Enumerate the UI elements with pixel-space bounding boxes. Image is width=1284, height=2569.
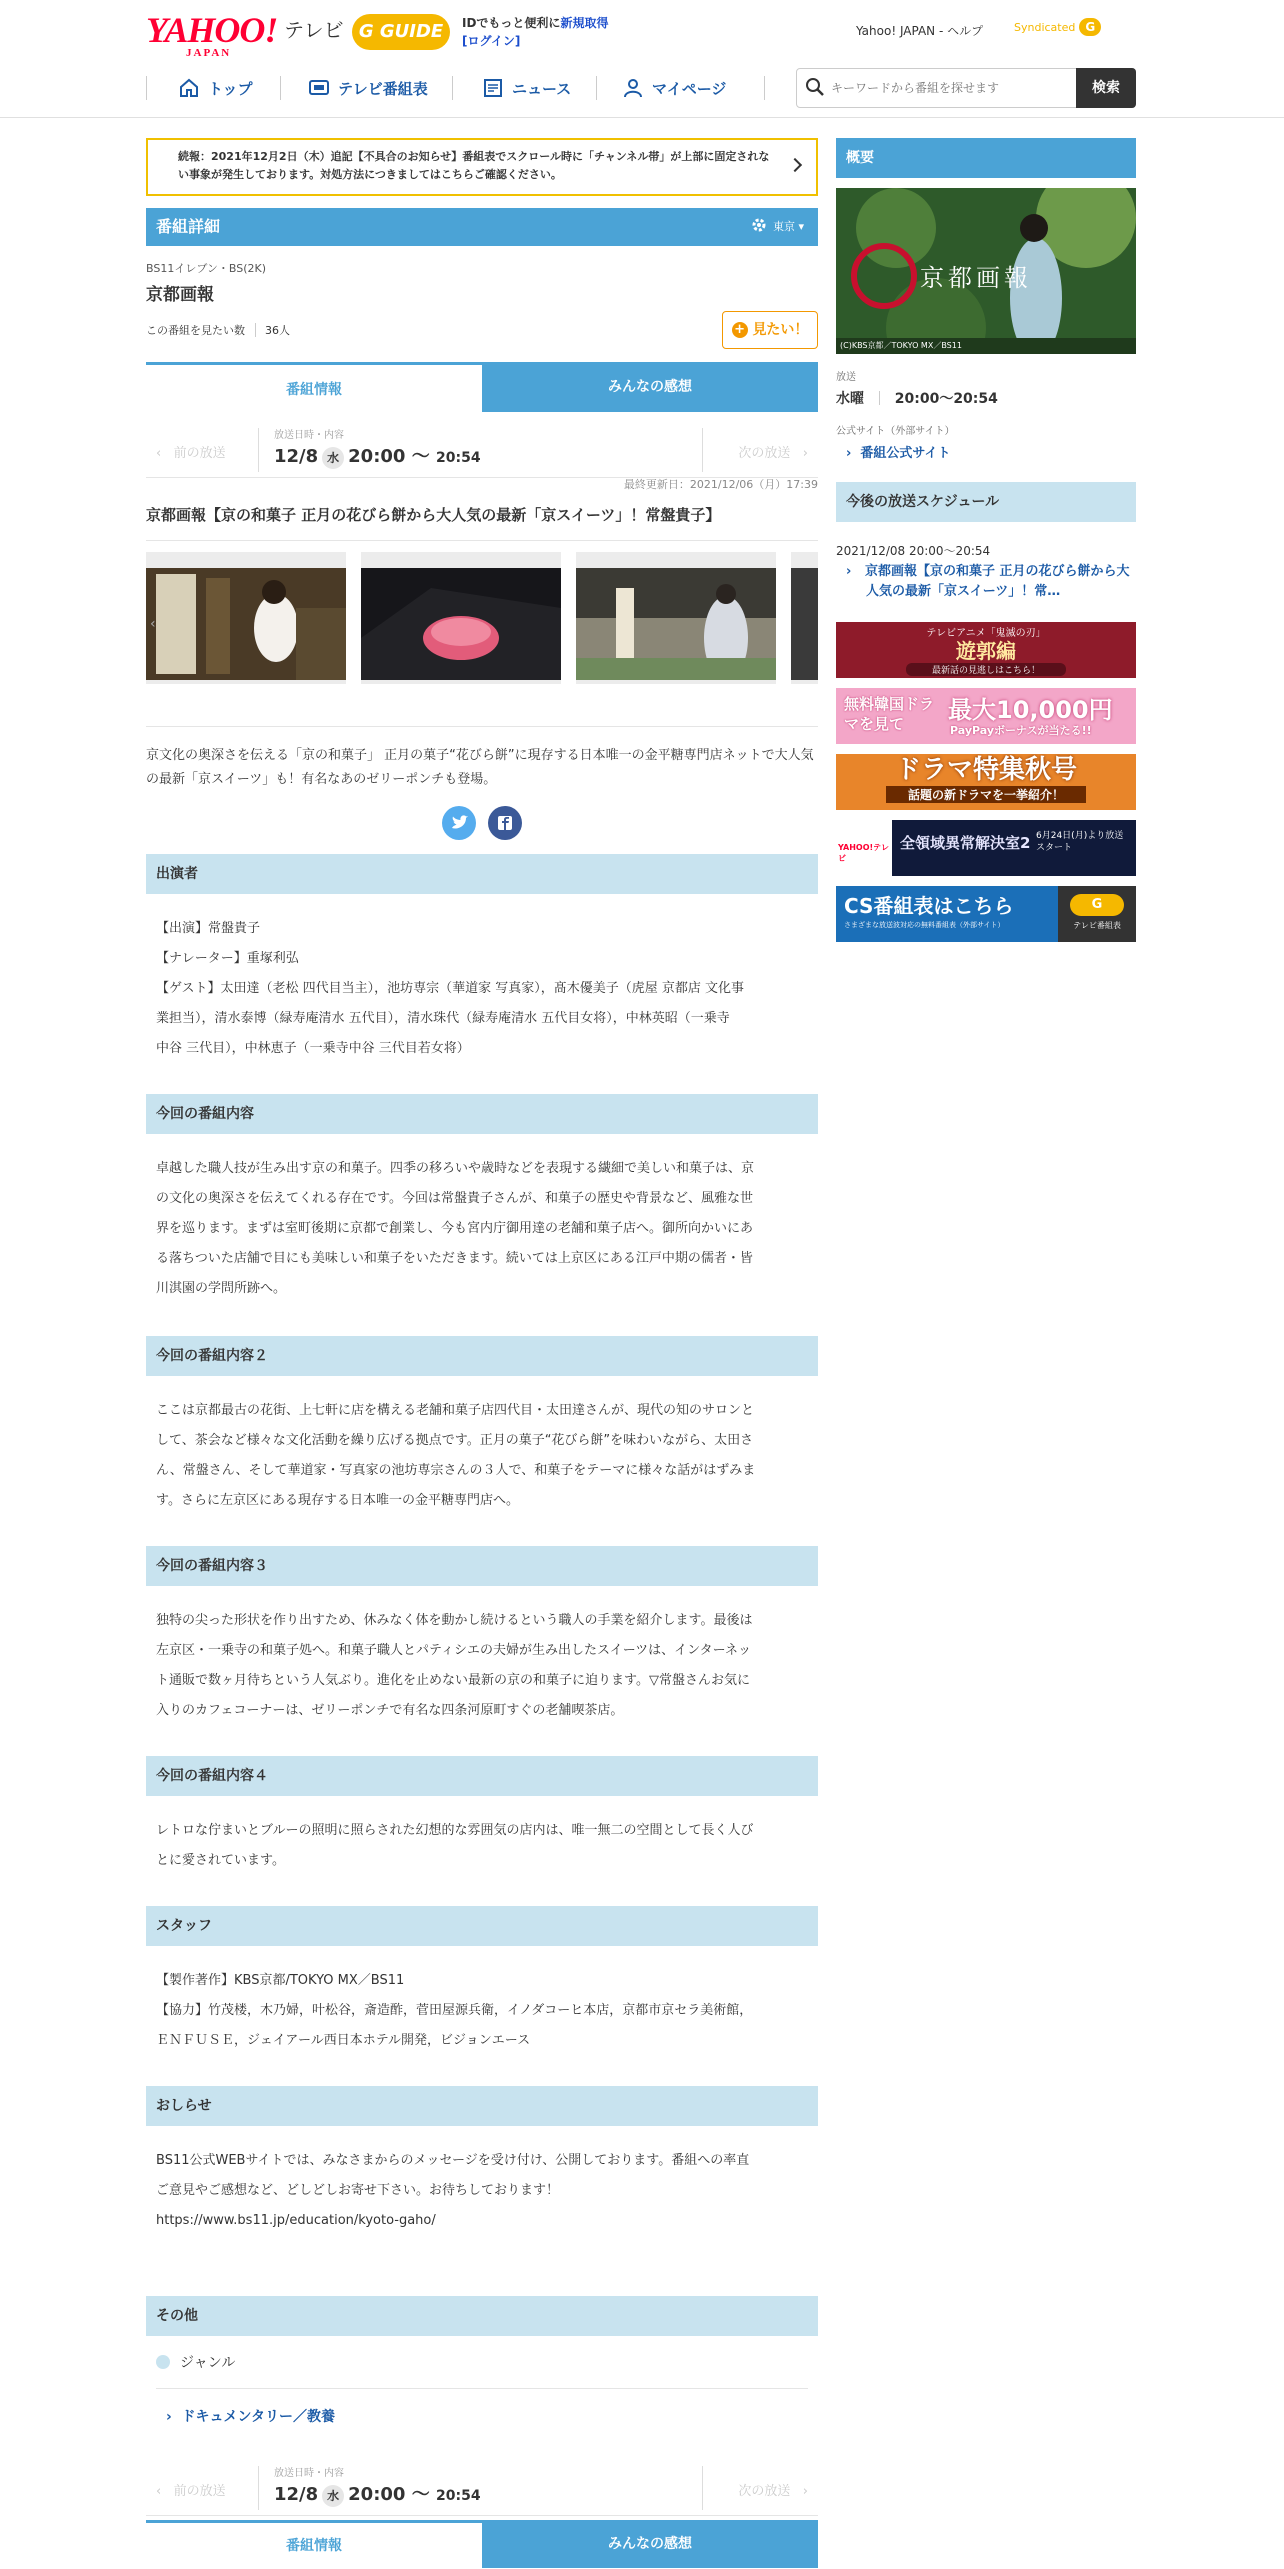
notice-banner[interactable] <box>146 138 818 196</box>
next-broadcast-link[interactable]: 次の放送 › <box>738 446 808 461</box>
carousel-image[interactable] <box>146 552 346 684</box>
schedule-time: 2021/12/08 20:00〜20:54 <box>836 544 991 558</box>
carousel-image[interactable] <box>361 552 561 684</box>
chevron-right-icon <box>788 158 802 172</box>
program-detail-header: 番組詳細 東京 ▾ <box>146 208 818 246</box>
site-header <box>0 0 1284 118</box>
episode-nav-bottom <box>146 2460 818 2516</box>
home-icon <box>178 77 200 99</box>
yahoo-logo[interactable]: YAHOO! JAPAN <box>146 10 278 59</box>
hero-caption: 京都画報 <box>920 264 1032 292</box>
cast-text: 【出演】常盤貴子 【ナレーター】重塚利弘 【ゲスト】太田達（老松 四代目当主），池坊専宗（華道家 写真家），髙木優美子（虎屋 京都店 文化事 業担当），清水泰博（緑寿庵清水 五代目），清水珠代（緑寿庵清水 五代目女将），中林英昭（一乗寺 中谷 三代目），中林恵子（一乗寺中谷 三代目若女将） <box>156 921 745 1056</box>
broadcast-label: 放送 <box>836 372 856 383</box>
nav-top[interactable]: トップ <box>178 68 253 108</box>
carousel-image[interactable] <box>791 552 818 684</box>
divider <box>146 540 818 541</box>
channel-name: BS11イレブン・BS(2K) <box>146 262 267 275</box>
divider <box>258 2466 259 2510</box>
divider <box>146 726 818 727</box>
staff-text: 【製作著作】KBS京都/TOKYO MX／BS11 【協力】竹茂楼，木乃婦，叶松谷，斎造酢，菅田屋源兵衛，イノダコーヒ本店，京都市京セラ美術館， ＥＮＦＵＳＥ，ジェイアール西日本ホテル開発，ビジョンエース <box>156 1973 753 2048</box>
register-link[interactable]: 新規取得 <box>560 16 609 30</box>
nav-news[interactable]: ニュース <box>482 68 571 108</box>
airdate: 12/8 水 20:00 〜 20:54 <box>274 2484 481 2505</box>
help-link[interactable]: ヘルプ <box>947 24 984 38</box>
login-link[interactable]: [ログイン] <box>462 34 521 48</box>
nav-tv-schedule[interactable]: テレビ番組表 <box>308 68 428 108</box>
official-site-link[interactable]: › 番組公式サイト <box>846 446 951 461</box>
tv-icon <box>308 77 330 99</box>
overview-header: 概要 <box>836 138 1136 178</box>
program-title: 京都画報 <box>146 285 214 305</box>
prev-broadcast-link[interactable]: ‹ 前の放送 <box>156 2484 226 2499</box>
episode-title: 京都画報【京の和菓子 正月の花びら餅から大人気の最新「京スイーツ」！常盤貴子】 <box>146 506 721 524</box>
gear-icon <box>751 217 767 233</box>
episode-nav <box>146 422 818 478</box>
banner-cs-schedule[interactable]: CS番組表はこちら さまざまな放送波対応の無料番組表（外部サイト） G テレビ番組表 <box>836 886 1136 942</box>
content2-text: ここは京都最古の花街、上七軒に店を構える老舗和菓子店四代目・太田達さんが、現代の知のサロンと して、茶会など様々な文化活動を繰り広げる拠点です。正月の菓子“花びら餅”を味わいながら、太田さ ん、常盤さん、そして華道家・写真家の池坊専宗さんの３人で、和菓子をテーマに様々な話がはずみま す。さらに左京区にある現存する日本唯一の金平糖専門店へ。 <box>156 1403 756 1508</box>
divider <box>156 2388 808 2389</box>
want-count: この番組を見たい数 36人 <box>146 324 290 337</box>
program-summary: 京文化の奥深さを伝える「京の和菓子」 正月の菓子“花びら餅”に現存する日本唯一の金平糖専門店ネットで大人気の最新「京スイーツ」も！有名なあのゼリーポンチも登場。 <box>146 748 814 787</box>
chevron-left-icon[interactable]: ‹ <box>150 616 156 632</box>
section-content3-header: 今回の番組内容３ <box>146 1546 818 1586</box>
official-url[interactable]: https://www.bs11.jp/education/kyoto-gaho/ <box>156 2213 436 2228</box>
carousel-image[interactable] <box>576 552 776 684</box>
nav-divider <box>146 76 147 100</box>
schedule-link[interactable]: › 京都画報【京の和菓子 正月の花びら餅から大人気の最新「京スイーツ」！常… <box>846 564 1130 599</box>
region-selector[interactable]: 東京 ▾ <box>751 208 804 246</box>
tab-program-info[interactable]: 番組情報 <box>146 2520 482 2568</box>
broadcast-time: 水曜 20:00〜20:54 <box>836 391 998 407</box>
gguide-logo[interactable]: G GUIDE <box>352 14 450 50</box>
banner-paypay[interactable]: 無料韓国ドラマを見て 最大10,000円 PayPayボーナスが当たる!! <box>836 688 1136 744</box>
news-text: BS11公式WEBサイトでは、みなさまからのメッセージを受け付け、公開しております。番組への率直 ご意見やご感想など、どしどしお寄せ下さい。お待ちしております！ https://www.bs11.jp/education/kyoto-gaho/ <box>156 2146 808 2236</box>
airdate-label: 放送日時・内容 <box>274 2468 344 2479</box>
notice-text: 続報：2021年12月2日（木）追記【不具合のお知らせ】番組表でスクロール時に「チャンネル帯」が上部に固定されない事象が発生しております。対処方法につきましてはこちらご確認ください。 <box>178 150 770 181</box>
section-content4-header: 今回の番組内容４ <box>146 1756 818 1796</box>
content4-text: レトロな佇まいとブルーの照明に照らされた幻想的な雰囲気の店内は、唯一無二の空間として長く人び とに愛されています。 <box>156 1823 754 1868</box>
content3-text: 独特の尖った形状を作り出すため、休みなく体を動かし続けるという職人の手業を紹介します。最後は 左京区・一乗寺の和菓子処へ。和菓子職人とパティシエの夫婦が生み出したスイーツは、インターネッ ト通販で数ヶ月待ちという人気ぶり。進化を止めない最新の京の和菓子に迫ります。▽常盤さんお気に 入りのカフェコーナーは、ゼリーポンチで有名な四条河原町すぐの老舗喫茶店。 <box>156 1613 753 1718</box>
banner-series[interactable]: YAHOO!テレビ 全領域異常解決室2 6月24日(月)より放送スタート <box>836 820 1136 876</box>
genre-link[interactable]: › ドキュメンタリー／教養 <box>166 2409 335 2425</box>
nav-divider <box>764 76 765 100</box>
section-content2-header: 今回の番組内容２ <box>146 1336 818 1376</box>
dot-icon <box>156 2355 170 2369</box>
airdate: 12/8 水 20:00 〜 20:54 <box>274 446 481 467</box>
banner-kimetsu[interactable]: テレビアニメ「鬼滅の刃」 遊郭編 最新話の見逃しはこちら！ <box>836 622 1136 678</box>
plus-icon: + <box>732 322 748 338</box>
genre-row: ジャンル <box>156 2352 235 2372</box>
gguide-badge: G テレビ番組表 <box>1058 886 1136 942</box>
section-news-header: おしらせ <box>146 2086 818 2126</box>
program-hero-image <box>836 188 1136 354</box>
airdate-label: 放送日時・内容 <box>274 430 344 441</box>
image-carousel <box>146 552 818 692</box>
chevron-right-icon: › <box>846 446 852 461</box>
search-icon <box>805 77 825 97</box>
header-links: Yahoo! JAPAN - ヘルプ <box>856 24 984 38</box>
content-text: 卓越した職人技が生み出す京の和菓子。四季の移ろいや歳時などを表現する繊細で美しい和菓子は、京 の文化の奥深さを伝えてくれる存在です。今回は常盤貴子さんが、和菓子の歴史や背景など、風雅な世 界を巡ります。まずは室町後期に京都で創業し、今も宮内庁御用達の老舗和菓子店へ。御所向かいにあ る落ちついた店舗で目にも美味しい和菓子をいただきます。続いては上京区にある江戸中期の儒者・皆 川淇園の学問所跡へ。 <box>156 1161 755 1296</box>
last-updated: 最終更新日：2021/12/06（月）17:39 <box>623 478 818 491</box>
twitter-icon <box>442 806 476 840</box>
tab-reviews[interactable]: みんなの感想 <box>482 362 818 412</box>
schedule-header: 今後の放送スケジュール <box>836 482 1136 522</box>
nav-mypage[interactable]: マイページ <box>622 68 726 108</box>
search-box <box>796 68 1136 108</box>
section-staff-header: スタッフ <box>146 1906 818 1946</box>
section-content-header: 今回の番組内容 <box>146 1094 818 1134</box>
search-button[interactable]: 検索 <box>1076 68 1136 108</box>
want-button[interactable]: + 見たい！ <box>722 311 818 349</box>
syndicated-badge: Syndicated G <box>1014 18 1101 36</box>
id-message: IDでもっと便利に新規取得 [ログイン] <box>462 16 609 48</box>
search-input[interactable] <box>831 77 1061 99</box>
detail-tabs <box>146 362 818 412</box>
user-icon <box>622 77 644 99</box>
facebook-icon <box>488 806 522 840</box>
tv-label: テレビ <box>284 18 344 42</box>
banner-drama[interactable]: ドラマ特集秋号 話題の新ドラマを一挙紹介！ <box>836 754 1136 810</box>
section-other-header: その他 <box>146 2296 818 2336</box>
twitter-share-button[interactable] <box>442 806 476 840</box>
nav-divider <box>452 76 453 100</box>
tab-reviews[interactable]: みんなの感想 <box>482 2520 818 2568</box>
news-icon <box>482 77 504 99</box>
divider <box>702 428 703 472</box>
next-broadcast-link[interactable]: 次の放送 › <box>738 2484 808 2499</box>
detail-tabs-bottom <box>146 2520 818 2568</box>
prev-broadcast-link[interactable]: ‹ 前の放送 <box>156 446 226 461</box>
hero-copyright: (C)KBS京都／TOKYO MX／BS11 <box>840 341 962 350</box>
divider <box>702 2466 703 2510</box>
section-cast-header: 出演者 <box>146 854 818 894</box>
chevron-right-icon: › <box>166 2409 172 2425</box>
facebook-share-button[interactable] <box>488 806 522 840</box>
yahoo-japan-link[interactable]: Yahoo! JAPAN <box>856 24 936 38</box>
official-site-label: 公式サイト（外部サイト） <box>836 426 955 437</box>
nav-divider <box>280 76 281 100</box>
tab-program-info[interactable]: 番組情報 <box>146 362 482 412</box>
chevron-right-icon: › <box>846 564 852 579</box>
divider <box>258 428 259 472</box>
nav-divider <box>596 76 597 100</box>
